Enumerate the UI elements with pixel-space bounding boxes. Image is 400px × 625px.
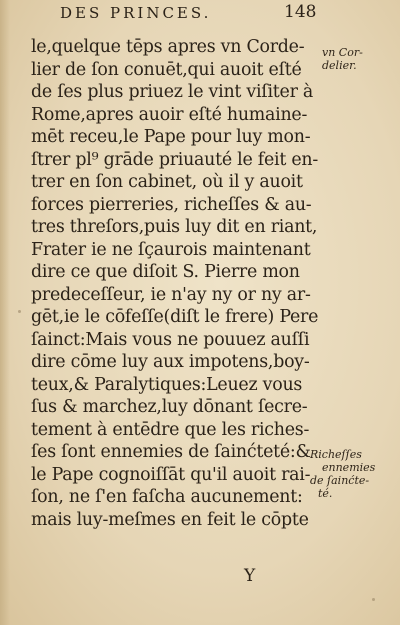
margin-note-line: delier.	[322, 59, 357, 72]
text-line: ſes ſont ennemies de ſainćteté:&	[31, 442, 311, 462]
page-header	[60, 4, 360, 28]
margin-note-line: ennemies	[322, 461, 376, 474]
text-line: dire ce que diſoit S. Pierre mon	[31, 262, 300, 282]
running-title: DES PRINCES.	[60, 4, 212, 22]
paper-speck	[18, 310, 21, 313]
text-line: le Pape cognoiſſāt qu'il auoit rai-	[31, 464, 311, 485]
text-line: gēt,ie le cōfeſſe(diſt le frere) Pere	[31, 307, 319, 327]
text-line: ſainct:Mais vous ne pouuez auſſi	[31, 329, 310, 350]
text-line: mēt receu,le Pape pour luy mon-	[31, 127, 311, 147]
margin-note-cordelier	[322, 46, 363, 72]
text-line: ſtrer pl⁹ grāde priuauté le feit en-	[31, 149, 318, 170]
margin-note-richesses	[310, 448, 375, 500]
text-line: le,quelque tēps apres vn Corde-	[31, 37, 305, 57]
gutter-shadow	[0, 0, 10, 625]
text-line: trer en ſon cabinet, où il y auoit	[31, 172, 303, 192]
margin-note-line: de ſainćte-	[310, 474, 370, 487]
text-line: teux,& Paralytiques:Leuez vous	[31, 374, 303, 395]
text-line: mais luy-meſmes en feit le cōpte	[31, 509, 309, 530]
text-line: forces pierreries, richeſſes & au-	[31, 194, 312, 215]
text-line: tement à entēdre que les riches-	[31, 419, 310, 440]
text-line: de ſes plus priuez le vint viſiter à	[31, 82, 314, 102]
text-line: predeceſſeur, ie n'ay ny or ny ar-	[31, 284, 311, 305]
text-line: ſon, ne ſ'en faſcha aucunement:	[31, 487, 303, 507]
text-line: tres threſors,puis luy dit en riant,	[31, 217, 318, 237]
margin-note-line: vn Cor-	[322, 46, 363, 59]
text-line: lier de ſon conuēt,qui auoit eſté	[31, 59, 302, 80]
body-text	[31, 36, 321, 531]
text-line: Rome,apres auoir eſté humaine-	[31, 104, 308, 125]
signature-mark: Y	[244, 566, 256, 586]
text-line: ſus & marchez,luy dōnant ſecre-	[31, 397, 308, 417]
margin-note-line: té.	[318, 487, 333, 500]
margin-note-line: Richeſſes	[310, 448, 362, 461]
paper-speck	[372, 598, 375, 601]
text-line: Frater ie ne ſçaurois maintenant	[31, 239, 311, 260]
text-line: dire cōme luy aux impotens,boy-	[31, 352, 310, 372]
page-number: 148	[284, 2, 317, 22]
